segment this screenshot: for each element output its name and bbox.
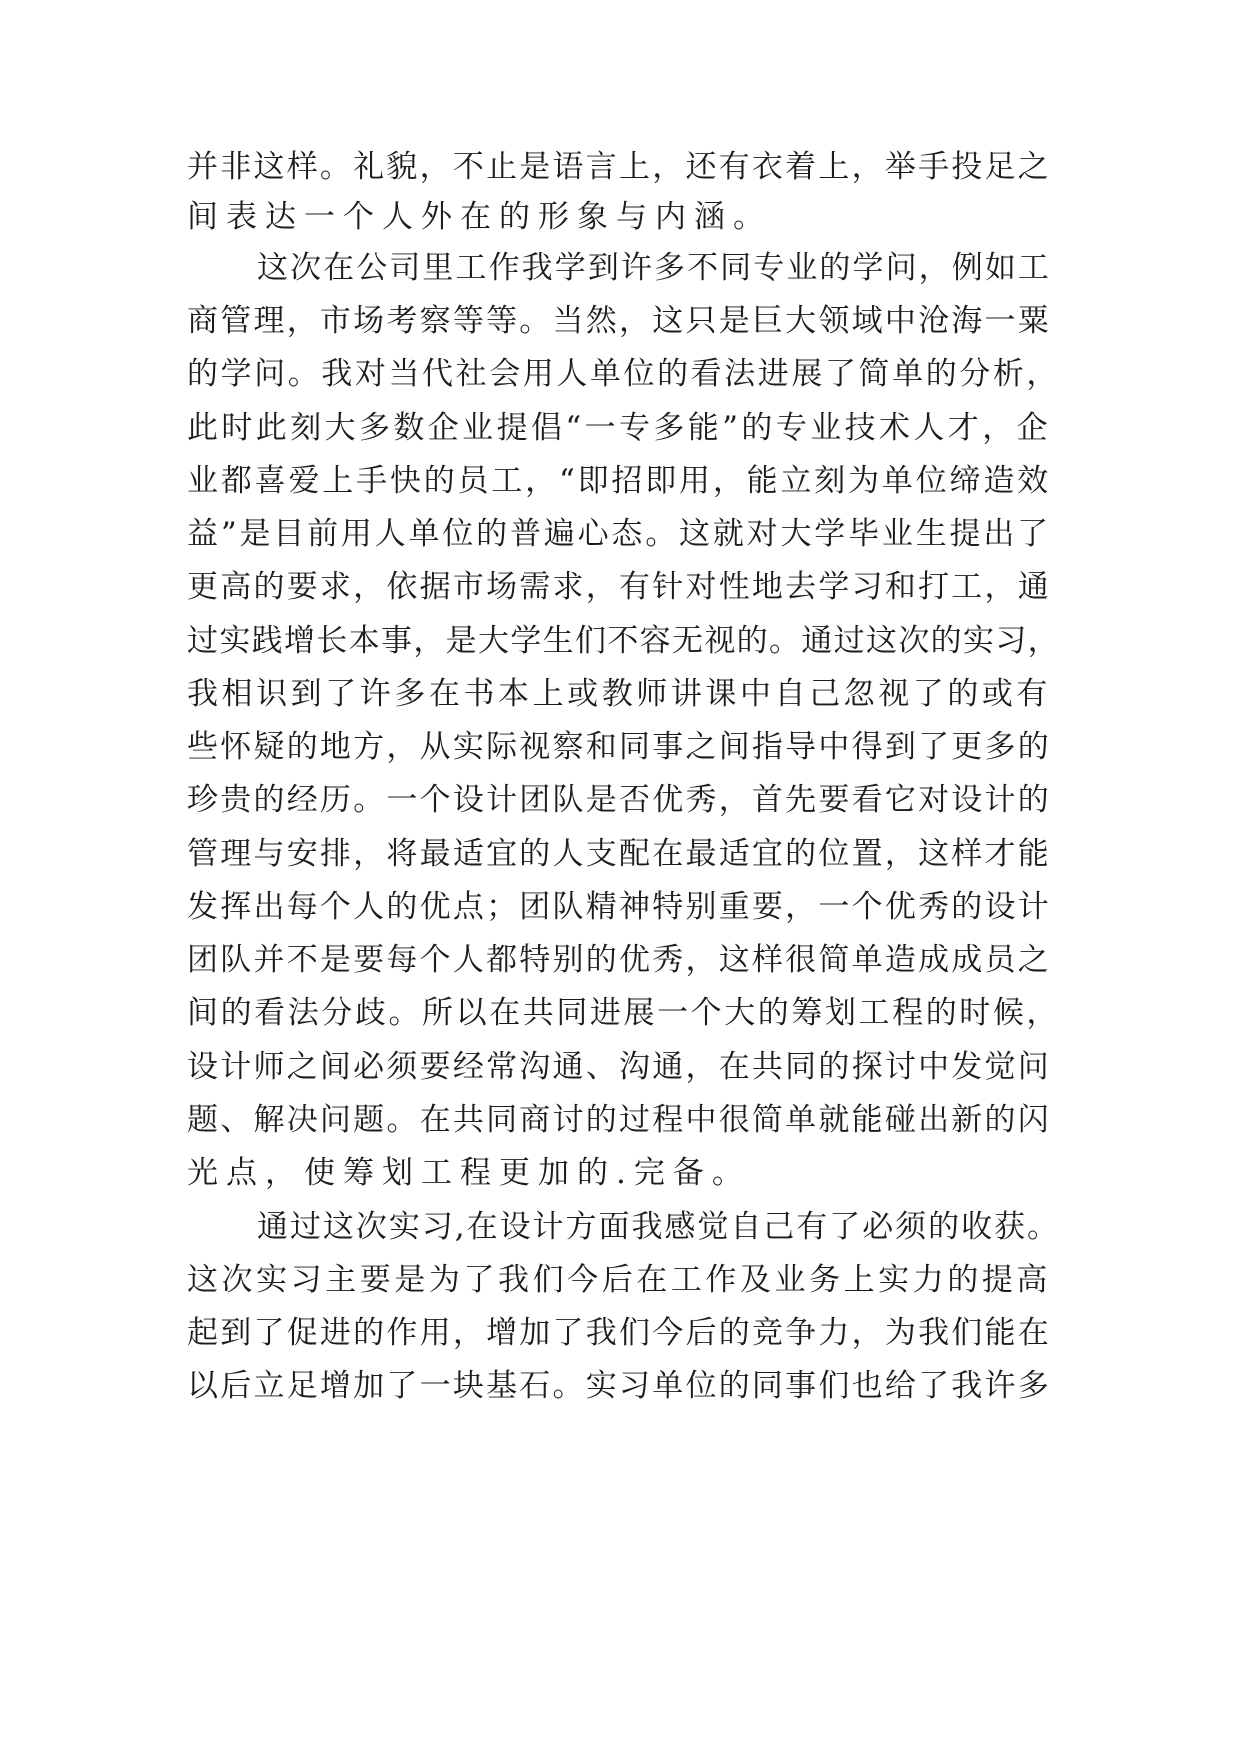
line-text: 间的看法分歧。所以在共同进展一个大的筹划工程的时候， <box>187 995 1060 1031</box>
line-text: 此时此刻大多数企业提倡“一专多能”的专业技术人才，企 <box>187 410 1051 446</box>
text-line <box>0 878 1241 936</box>
line-text: 过实践增长本事，是大学生们不容无视的。通过这次的实习， <box>187 623 1060 659</box>
line-text: 起到了促进的作用，增加了我们今后的竞争力，为我们能在 <box>187 1315 1051 1351</box>
text-line <box>0 239 1241 297</box>
text-line <box>0 1038 1241 1096</box>
text-line <box>0 1198 1241 1256</box>
text-line <box>0 505 1241 563</box>
line-text: 业都喜爱上手快的员工，“即招即用，能立刻为单位缔造效 <box>187 463 1051 499</box>
line-text: 这次实习主要是为了我们今后在工作及业务上实力的提高 <box>187 1262 1051 1298</box>
text-line <box>0 612 1241 670</box>
line-text: 管理与安排，将最适宜的人支配在最适宜的位置，这样才能 <box>187 836 1051 872</box>
line-text: 这次在公司里工作我学到许多不同专业的学问，例如工 <box>257 250 1051 286</box>
line-text: 珍贵的经历。一个设计团队是否优秀，首先要看它对设计的 <box>187 782 1051 818</box>
text-line <box>0 718 1241 776</box>
text-line <box>0 1357 1241 1415</box>
line-text: 的学问。我对当代社会用人单位的看法进展了简单的分析， <box>187 356 1060 392</box>
text-line <box>0 399 1241 457</box>
text-line <box>0 1091 1241 1149</box>
text-line <box>0 1251 1241 1309</box>
text-line <box>0 984 1241 1042</box>
line-text: 题、解决问题。在共同商讨的过程中很简单就能碰出新的闪 <box>187 1102 1051 1138</box>
line-text: 光点，使筹划工程更加的.完备。 <box>187 1155 751 1191</box>
text-line <box>0 188 1241 246</box>
text-line <box>0 1144 1241 1202</box>
line-text: 商管理，市场考察等等。当然，这只是巨大领域中沧海一粟 <box>187 303 1051 339</box>
line-text: 益”是目前用人单位的普遍心态。这就对大学毕业生提出了 <box>187 516 1051 552</box>
line-text: 以后立足增加了一块基石。实习单位的同事们也给了我许多 <box>187 1368 1051 1404</box>
line-text: 更高的要求，依据市场需求，有针对性地去学习和打工，通 <box>187 569 1051 605</box>
line-text: 设计师之间必须要经常沟通、沟通，在共同的探讨中发觉问 <box>187 1049 1051 1085</box>
line-text: 间表达一个人外在的形象与内涵。 <box>187 199 772 235</box>
text-line <box>0 558 1241 616</box>
text-line <box>0 771 1241 829</box>
line-text: 发挥出每个人的优点；团队精神特别重要，一个优秀的设计 <box>187 889 1051 925</box>
line-text: 并非这样。礼貌，不止是语言上，还有衣着上，举手投足之 <box>187 149 1051 185</box>
text-line <box>0 292 1241 350</box>
text-line <box>0 1304 1241 1362</box>
text-line <box>0 665 1241 723</box>
line-text: 团队并不是要每个人都特别的优秀，这样很简单造成成员之 <box>187 942 1051 978</box>
text-line <box>0 452 1241 510</box>
line-text: 些怀疑的地方，从实际视察和同事之间指导中得到了更多的 <box>187 729 1051 765</box>
text-line <box>0 345 1241 403</box>
line-text: 通过这次实习,在设计方面我感觉自己有了必须的收获。 <box>257 1209 1060 1245</box>
line-text: 我相识到了许多在书本上或教师讲课中自己忽视了的或有 <box>187 676 1051 712</box>
text-line <box>0 825 1241 883</box>
text-line <box>0 931 1241 989</box>
